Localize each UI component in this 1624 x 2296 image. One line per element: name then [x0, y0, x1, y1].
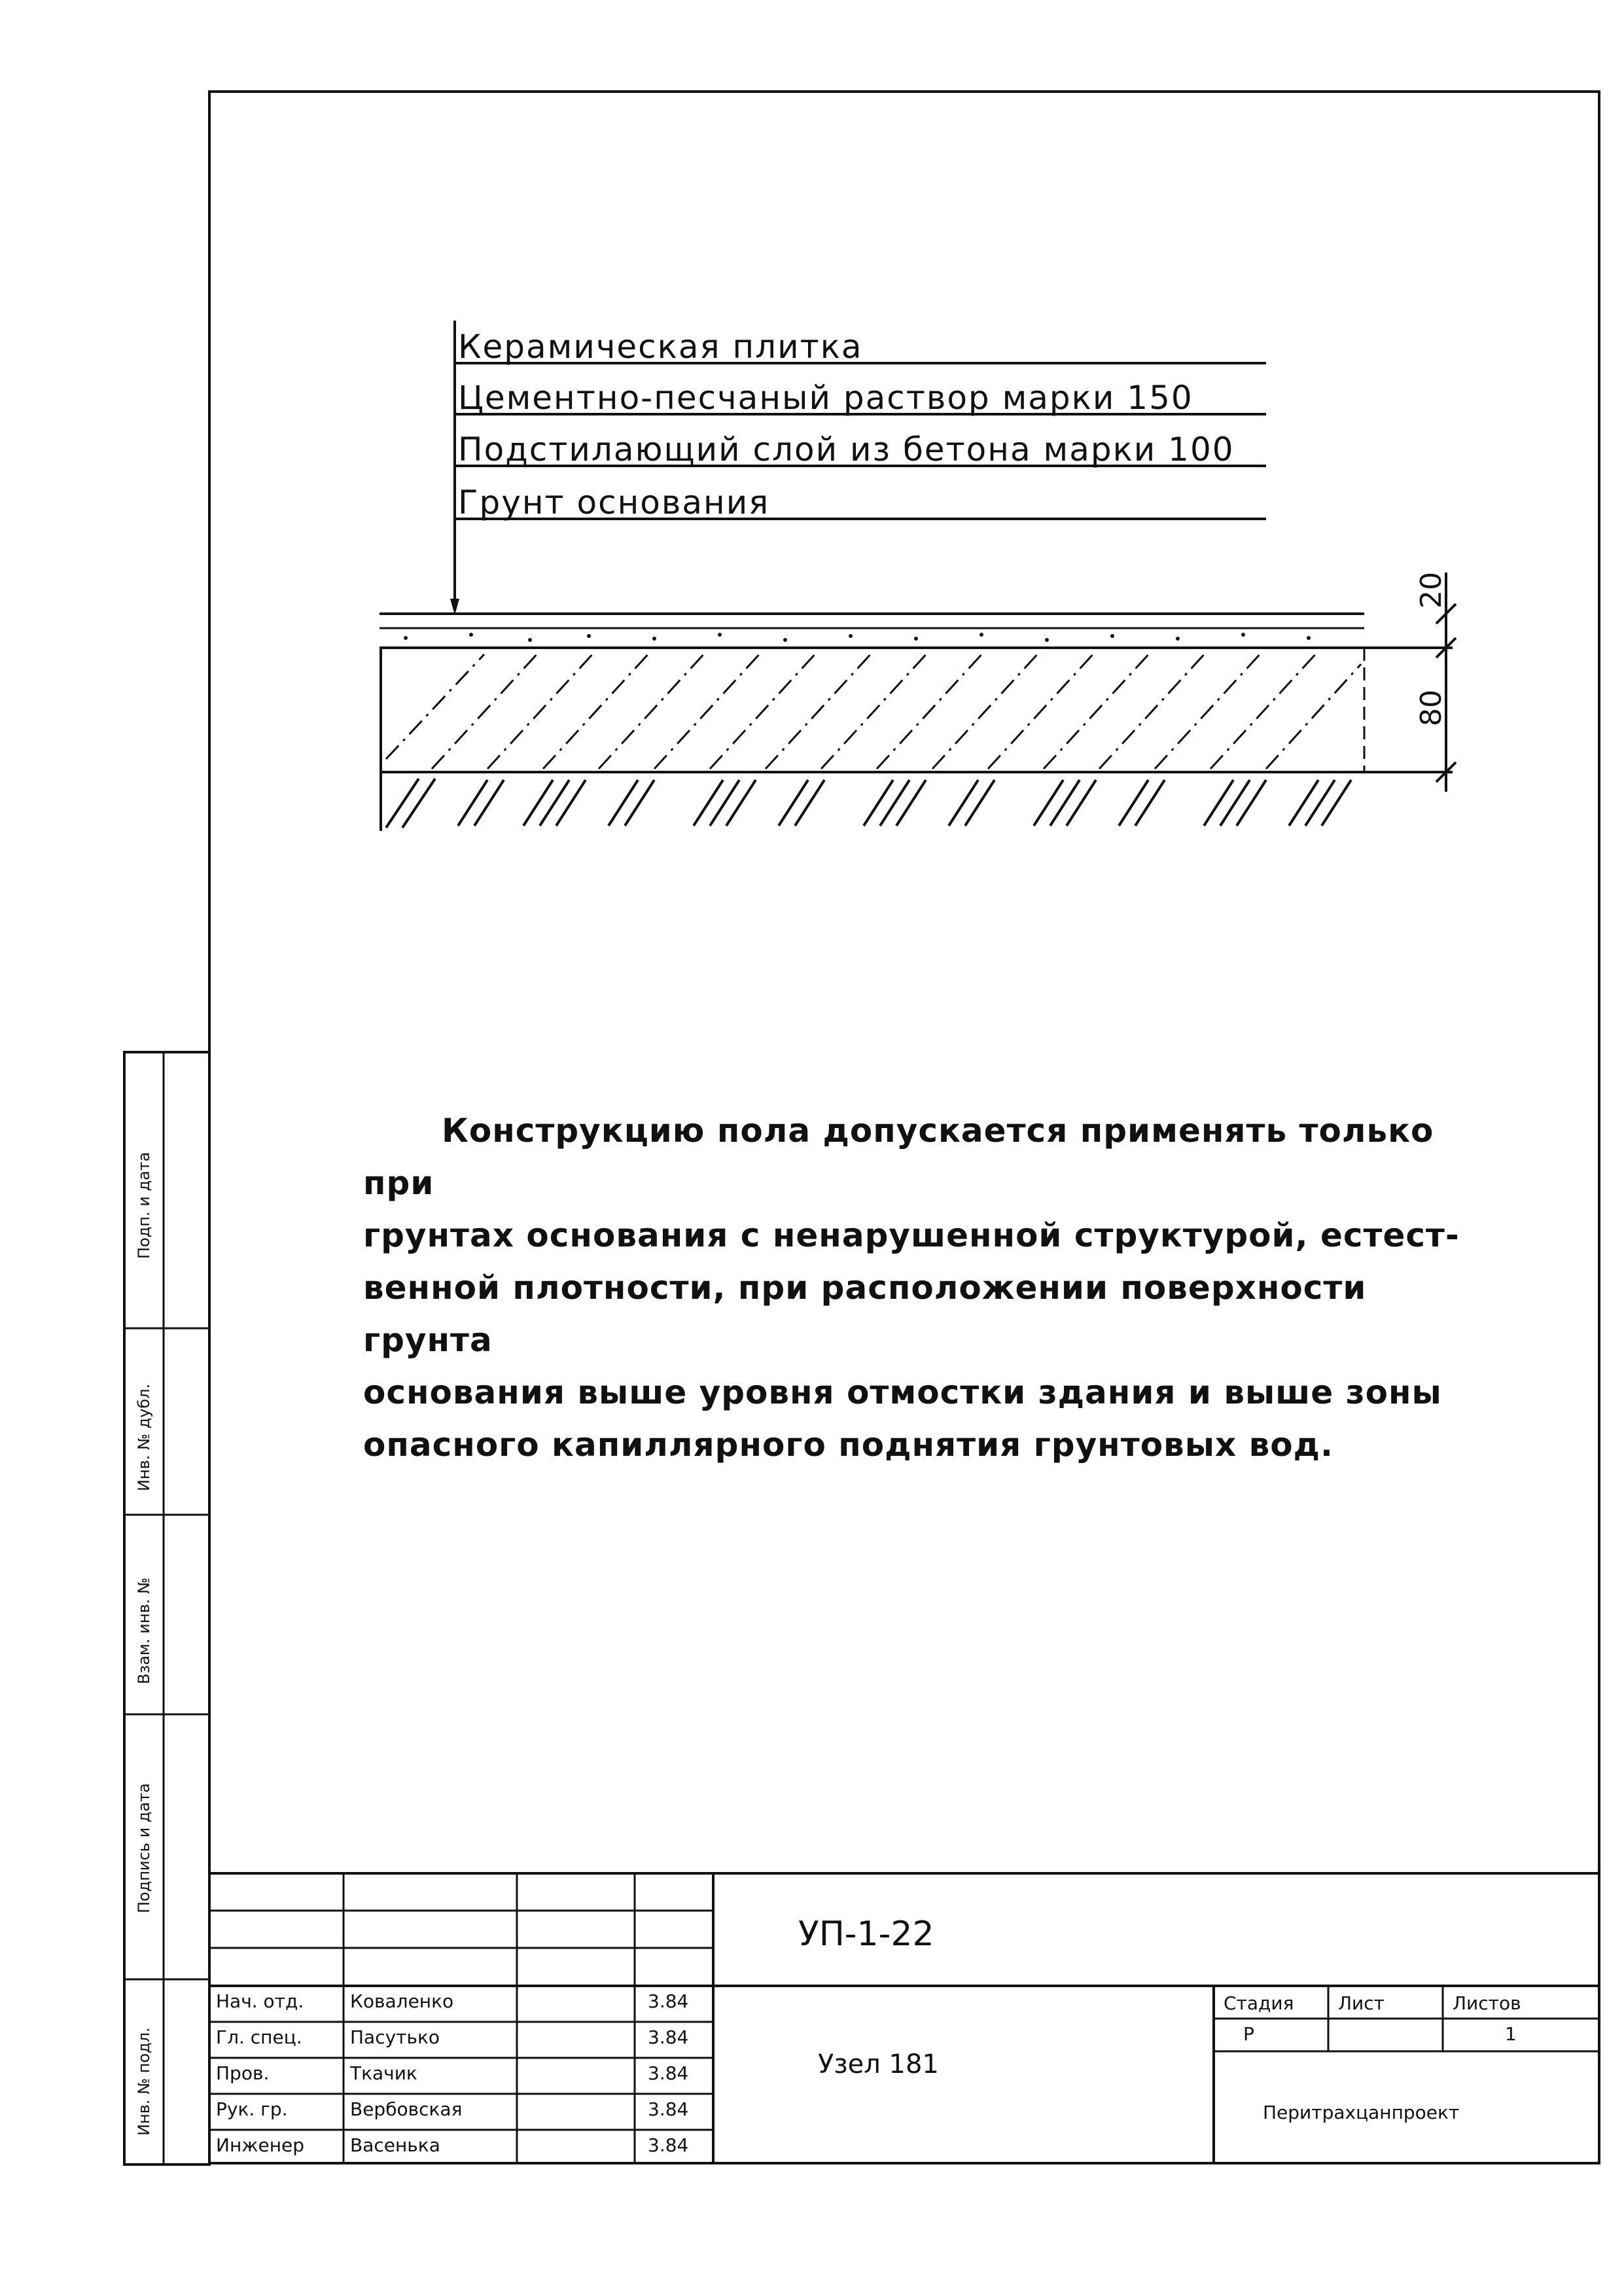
sheets-header: Листов — [1453, 1992, 1521, 2014]
tb-date-1: 3.84 — [648, 1990, 689, 2012]
note-line: опасного капиллярного поднятия грунтовых вод. — [363, 1426, 1333, 1464]
note-line: венной плотности, при расположении поверхности грунта — [363, 1269, 1367, 1359]
layer-label-concrete: Подстилающий слой из бетона марки 100 — [458, 431, 1235, 468]
designation: УП-1-22 — [798, 1915, 934, 1954]
tb-name-5: Васенька — [350, 2134, 440, 2156]
side-label-podp-data: Подп. и дата — [135, 1152, 153, 1259]
note-line: грунтах основания с ненарушенной структурой, естест- — [363, 1216, 1460, 1254]
tb-name-4: Вербовская — [350, 2098, 463, 2120]
tb-date-2: 3.84 — [648, 2026, 689, 2048]
tb-role-1: Нач. отд. — [216, 1990, 304, 2012]
side-label-podpis-data: Подпись и дата — [135, 1783, 153, 1913]
organization: Перитрахцанпроект — [1263, 2102, 1460, 2123]
side-label-inv-podl: Инв. № подл. — [135, 2027, 153, 2136]
stage-value: Р — [1243, 2023, 1254, 2045]
layer-label-tile: Керамическая плитка — [458, 328, 863, 366]
tb-name-1: Коваленко — [350, 1990, 454, 2012]
drawing-title: Узел 181 — [818, 2049, 939, 2079]
tb-role-3: Пров. — [216, 2062, 270, 2084]
layer-label-mortar: Цементно-песчаный раствор марки 150 — [458, 379, 1193, 417]
sheets-value: 1 — [1505, 2023, 1517, 2045]
tb-role-5: Инженер — [216, 2134, 305, 2156]
tb-date-3: 3.84 — [648, 2062, 689, 2084]
tb-role-2: Гл. спец. — [216, 2026, 302, 2048]
note-line: основания выше уровня отмостки здания и выше зоны — [363, 1373, 1442, 1411]
stage-header: Стадия — [1224, 1992, 1294, 2014]
tb-date-5: 3.84 — [648, 2134, 689, 2156]
sheet-header: Лист — [1338, 1992, 1385, 2014]
tb-role-4: Рук. гр. — [216, 2098, 288, 2120]
dimension-80: 80 — [1415, 690, 1448, 726]
tb-date-4: 3.84 — [648, 2098, 689, 2120]
side-label-inv-dubl: Инв. № дубл. — [135, 1383, 153, 1491]
note-line: Конструкцию пола допускается применять только при — [363, 1112, 1434, 1202]
tb-name-2: Пасутько — [350, 2026, 440, 2048]
tb-name-3: Ткачик — [350, 2062, 417, 2084]
layer-label-soil: Грунт основания — [458, 484, 770, 521]
side-label-vzam-inv: Взам. инв. № — [135, 1578, 153, 1684]
dimension-20: 20 — [1415, 572, 1448, 609]
